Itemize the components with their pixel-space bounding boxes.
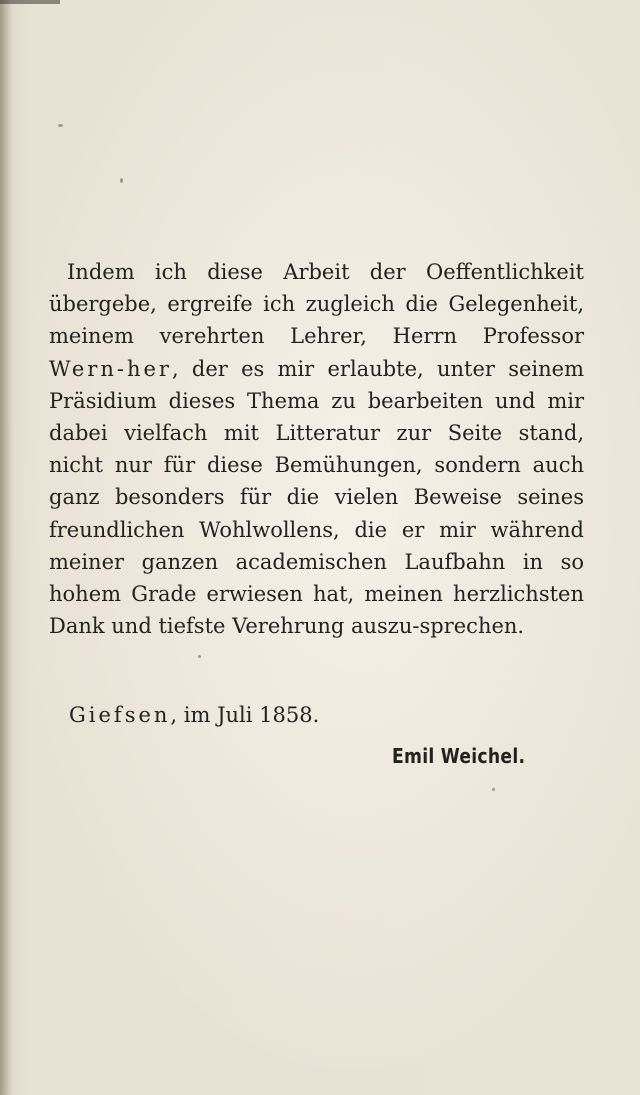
paper-speck	[120, 178, 123, 183]
place-name: Giefsen	[69, 703, 171, 727]
dedication-text-start: Indem ich diese Arbeit der Oeffentlichkeit übergebe, ergreife ich zugleich die Gelegenheit, meinem verehrten Lehrer, Herrn Professor	[49, 260, 584, 349]
date-text: , im Juli 1858.	[170, 703, 320, 727]
place-and-date	[69, 700, 319, 730]
paper-speck	[198, 655, 201, 658]
dedication-text-end: , der es mir erlaubte, unter seinem Präsidium dieses Thema zu bearbeiten und mir dabei vielfach mit Litteratur zur Seite stand, nicht nur für diese Bemühungen, sondern auch ganz besonders für die vielen Beweise seines freundlichen Wohlwollens, die er mir während meiner ganzen academischen Laufbahn in so hohem Grade erwiesen hat, meinen herzlichsten Dank und tiefste Verehrung auszu-sprechen.	[49, 356, 584, 639]
paper-speck	[58, 124, 63, 127]
professor-name: Wern-her	[49, 356, 172, 381]
binding-shadow	[0, 0, 12, 1095]
paper-speck	[492, 788, 495, 791]
page-edge-mark	[0, 0, 60, 4]
dedication-paragraph	[49, 256, 584, 642]
author-signature: Emil Weichel.	[392, 744, 526, 768]
